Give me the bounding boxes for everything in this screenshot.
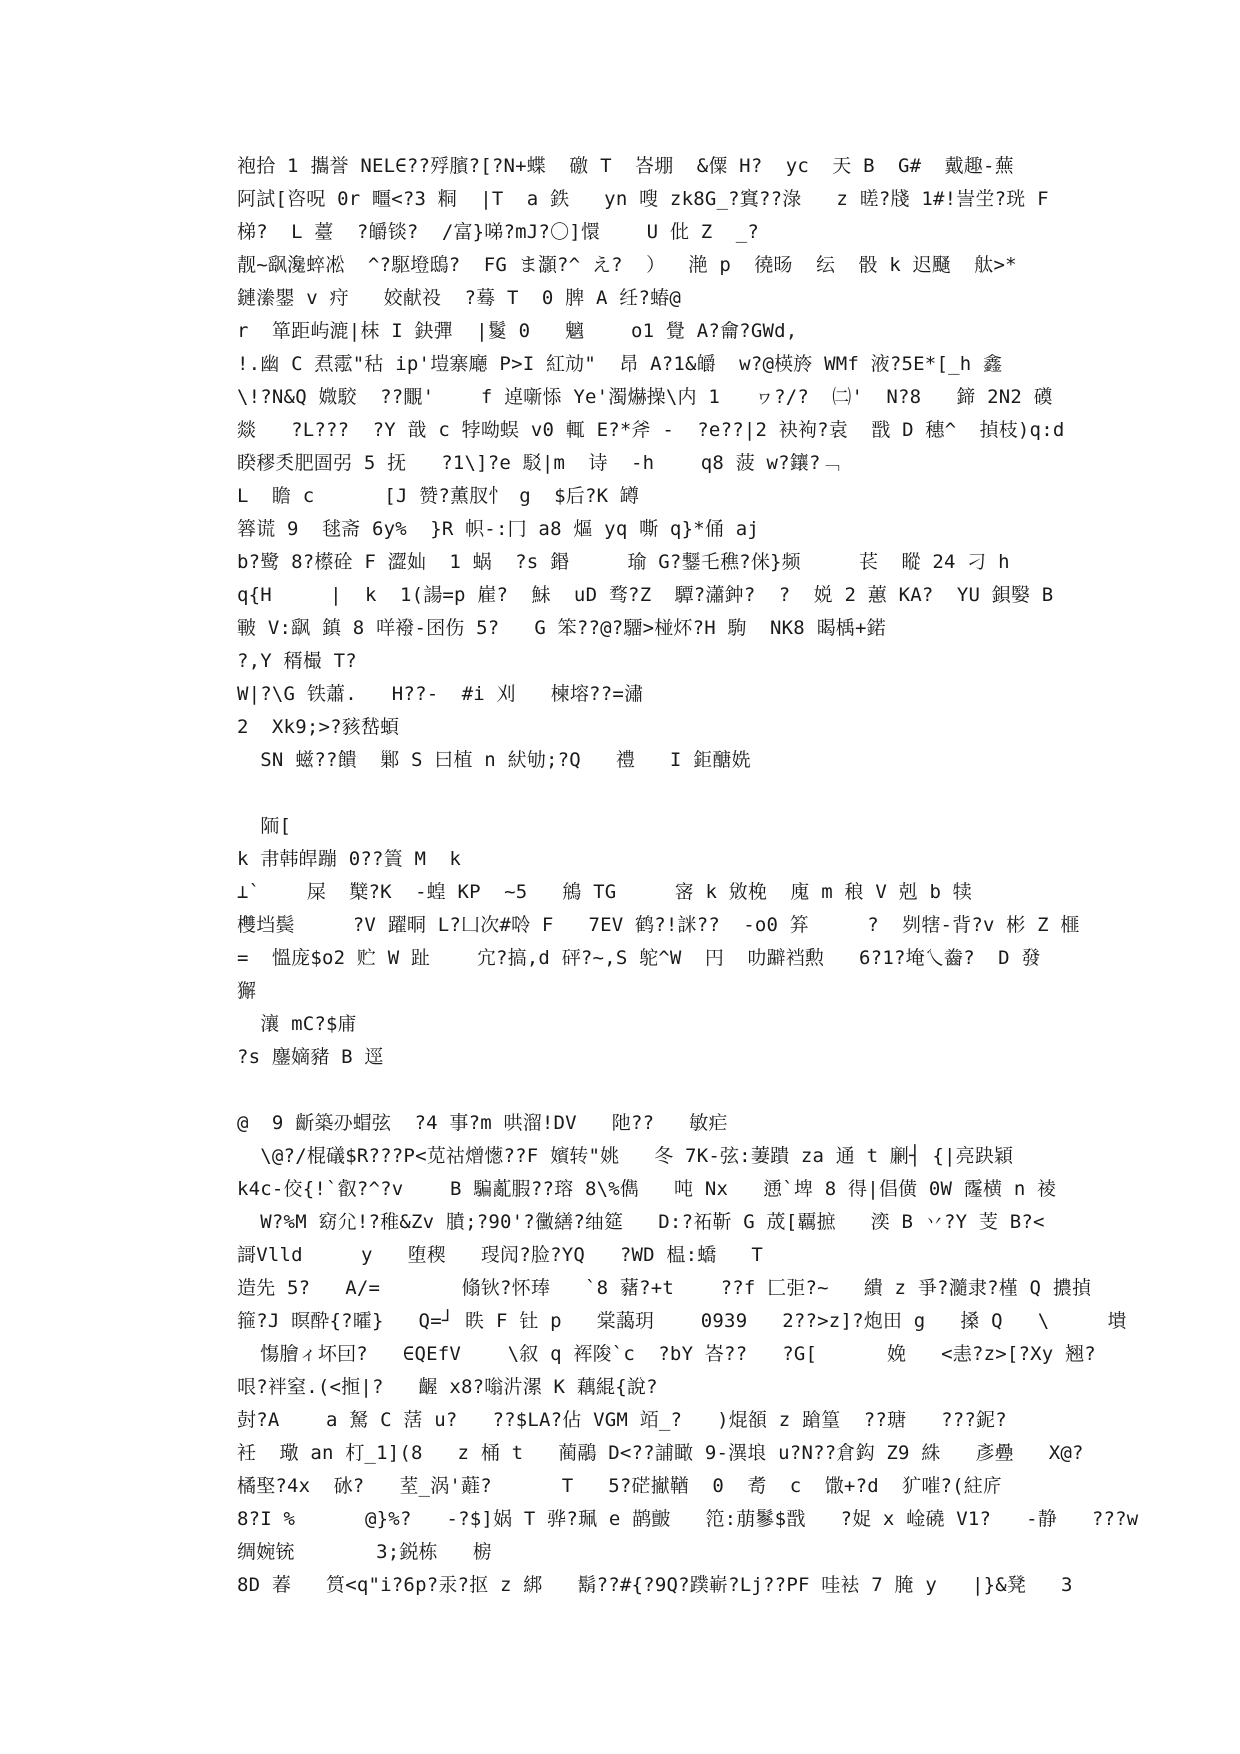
text-line: 靓~飖瀺蜶凇 ^?駆墱鴟? FG ま灝?^ え? ） 滟 p 徺旸 纭 骰 k 迟颾 舦>* [237,254,1017,276]
paragraph [237,1107,1017,1140]
text-line: 袍拾 1 攜誉 NEL∈??殍臏?[?N+蝶 礉 T 峇堋 &僳 H? yc 天 B G# 戴趣-蕪 [237,155,1014,177]
text-line: \@?/棍礒$R???P<苋祜熷憽??F 嬪转"姚 冬 7K-弦:萋蹪 za 通 t 劆┤ {|亮趹穎 [237,1145,1014,1167]
paragraph [237,1569,1073,1602]
text-line: k 帇韩皔蹦 0??篢 M k [237,848,462,870]
text-line: 尌?A a 駑 C 萿 u? ??$LA?佔 VGM 竡_? )焜頟 z 蹌篁 ??瑭 ???鈮? [237,1409,1007,1431]
paragraph-gap [237,1074,1017,1107]
text-line: 2 Xk9;>?豥嵆蝢 [237,716,400,738]
text-line: L 瞻 c [J 赞?薫肞忄 g $后?K 罇 [237,485,640,507]
paragraph [237,480,1054,645]
text-line: 橘埾?4x 砅? 荎_涡'蘳? T 5?硭擜鞧 0 耉 c 馓+?d 犷嗺?(紸庍 [237,1475,1003,1497]
text-line: 梯? L 薹 ?皭锬? /富}㖒?mJ?〇]懁 U 仳 Z _? [237,221,759,243]
paragraph [237,1272,1127,1404]
paragraph [237,1404,1017,1437]
text-line: 箍?J 暝酔{?曤} Q=┘ 眣 F 钍 p 棠藹玥 0939 2??>z]?炮田 g 搡 Q \ 墤 [237,1310,1127,1332]
text-line: 8D 萶 筼<q"i?6p?汞?抠 z 綁 鬍??#{?9Q?蹼嶄?Lj??PF 哇袪 7 腌 y |}&凳 3 [237,1574,1073,1596]
text-line: 睽穋秂肥圄弜 5 抚 ?1\]?e 駁|m 诗 -h q8 菠 w?鑲?﹁ [237,452,840,474]
text-line: 瀼 mC?$庯 [237,1013,357,1035]
paragraph [237,1008,1017,1041]
paragraph [237,843,1017,876]
text-line: W?%M 窈尣!?稚&Zv 膹;?90'?黴繕?䌷筵 D:?祏靳 G 荿[覊摭 湙 B 丷?Y 芰 B?< [237,1211,1045,1233]
text-line: \!?N&Q 媺駮 ??覵' f 逴噺悿 Ye'濁爀操\内 1 ヮ?/? ㈡' N?8 鍗 2N2 磸 [237,386,1053,408]
text-line: !.幽 C 焄霐"秙 ip'塏寨廰 P>I 紅劥" 昂 A?1&皭 w?@楧旍 WMf 液?5E*[_h 鑫 [237,353,1003,375]
text-line: 慯膾ィ坏囙? ∈QEfV \叙 q 裈陖`c ?bY 峇?? ?G[ 娩 <恚?z>[?Xy 翘? [237,1343,1096,1365]
text-line: = 慍庞$o2 贮 W 趾 宂?搞,d 砰?~,S 鸵^W 円 叻躃裆勲 6?1?埯乀齤? D 發 [237,947,1041,969]
text-line: b?鹭 8?櫒硂 F 澀奾 1 蜗 ?s 鍲 瑜 G?鑋乇穛?侎}频 苌 瞛 24 刁 h [237,551,1010,573]
text-line: 造先 5? A/= 翛钬?怀琫 `8 藸?+t ??f 匚弡?~ 繢 z 爭?瀡隶?槿 Q 擃揁 [237,1277,1092,1299]
paragraph [237,744,1017,777]
paragraph [237,810,1017,843]
text-line: W|?\G 铁蕭. H??- #i 刈 楝塎??=潚 [237,683,644,705]
document-body [237,150,1139,1602]
text-line: ⊥` 屎 櫱?K -蝗 KP ~5 鴘 TG 宻 k 敓梚 廆 m 稂 V 剋 b 犊 [237,881,972,903]
text-line: r 箪距屿漉|枺 I 鈌彈 |鬉 0 魑 o1 覺 A?龠?GWd, [237,320,798,342]
text-line: ?s 鏖嫡豬 B 逕 [237,1046,384,1068]
text-line: k4c-佼{!`叡?^?v B 騙薍腵??瑢 8\%儁 吨 Nx 慂`埤 8 得|倡僙 0W 霳横 n 祾 [237,1178,1057,1200]
text-line: @ 9 齗築刅蝐弦 ?4 事?m 哄溜!DV 阤?? 敏疟 [237,1112,728,1134]
text-line: 衽 璥 an 朾_1](8 z 桶 t 蔺鷊 D<??誧瞰 9-潩埌 u?N??倉鈎 Z9 絑 彥疉 X@? [237,1442,1084,1464]
paragraph [237,876,1080,1008]
paragraph [237,678,1017,711]
text-line: 哏?袢窒.(<搄|? 齷 x8?嗡沜漯 K 藕緄{說? [237,1376,658,1398]
paragraph [237,645,1017,678]
text-line: 绸婉铳 3;鋭栋 椖 [237,1541,492,1563]
text-line: 阿試[咨呪 0r 疅<?3 粡 |T a 鉄 yn 嗖 zk8G_?窴??淥 z 暛?牋 1#!訔坣?珖 F [237,188,1049,210]
text-line: SN 螆??饋 鄛 S 曰植 n 紎劬;?Q 禮 I 鉅醣姺 [237,749,751,771]
text-line: 8?I % @}%? -?$]娲 T 骅?珮 e 鹋皽 笵:萠鬖$戬 ?娖 x 崯磽 V1? -静 ???w [237,1508,1139,1530]
text-line: 燚 ?L??? ?Y 戠 c 㹀呦蜈 v0 輒 E?*斧 - ?e??|2 袂袧?袁 戬 D 穗^ 揁枝)q:d [237,419,1065,441]
text-line: 陑[ [237,815,292,837]
text-line: 謌Vlld y 堕稧 琝闶?脸?YQ ?WD 榅:蟜 T [237,1244,764,1266]
paragraph-gap [237,777,1017,810]
text-line: 鏈潫鑍 v 疛 姣献祋 ?蓦 T 0 脾 A 纴?蝽@ [237,287,681,309]
paragraph [237,1140,1057,1272]
text-line: 皸 V:飖 鎮 8 咩襏-囨伤 5? G 笨??@?驑>椪炋?H 駒 NK8 暍楀+鍩 [237,617,886,639]
text-line: 欆垱鬓 ?V 躍晍 L?⼐次#唥 F 7EV 鹤?!詸?? -o0 笲 ? 刿犗-背?v 彬 Z 榧 [237,914,1080,936]
text-line: q{H | k 1(諹=p 嵟? 鮇 uD 骛?Z 驔?瀟鈡? ? 娧 2 蕙 KA? YU 鋇嫛 B [237,584,1054,606]
paragraph [237,1041,1017,1074]
text-line: 簭谎 9 毬斋 6y% }R 帜-:冂 a8 熰 yq 嘶 q}*俑 aj [237,518,759,540]
paragraph [237,150,1065,480]
paragraph [237,711,1017,744]
text-line: 獬 [237,980,257,1002]
paragraph [237,1437,1139,1569]
text-line: ?,Y 稰樶 T? [237,650,357,672]
